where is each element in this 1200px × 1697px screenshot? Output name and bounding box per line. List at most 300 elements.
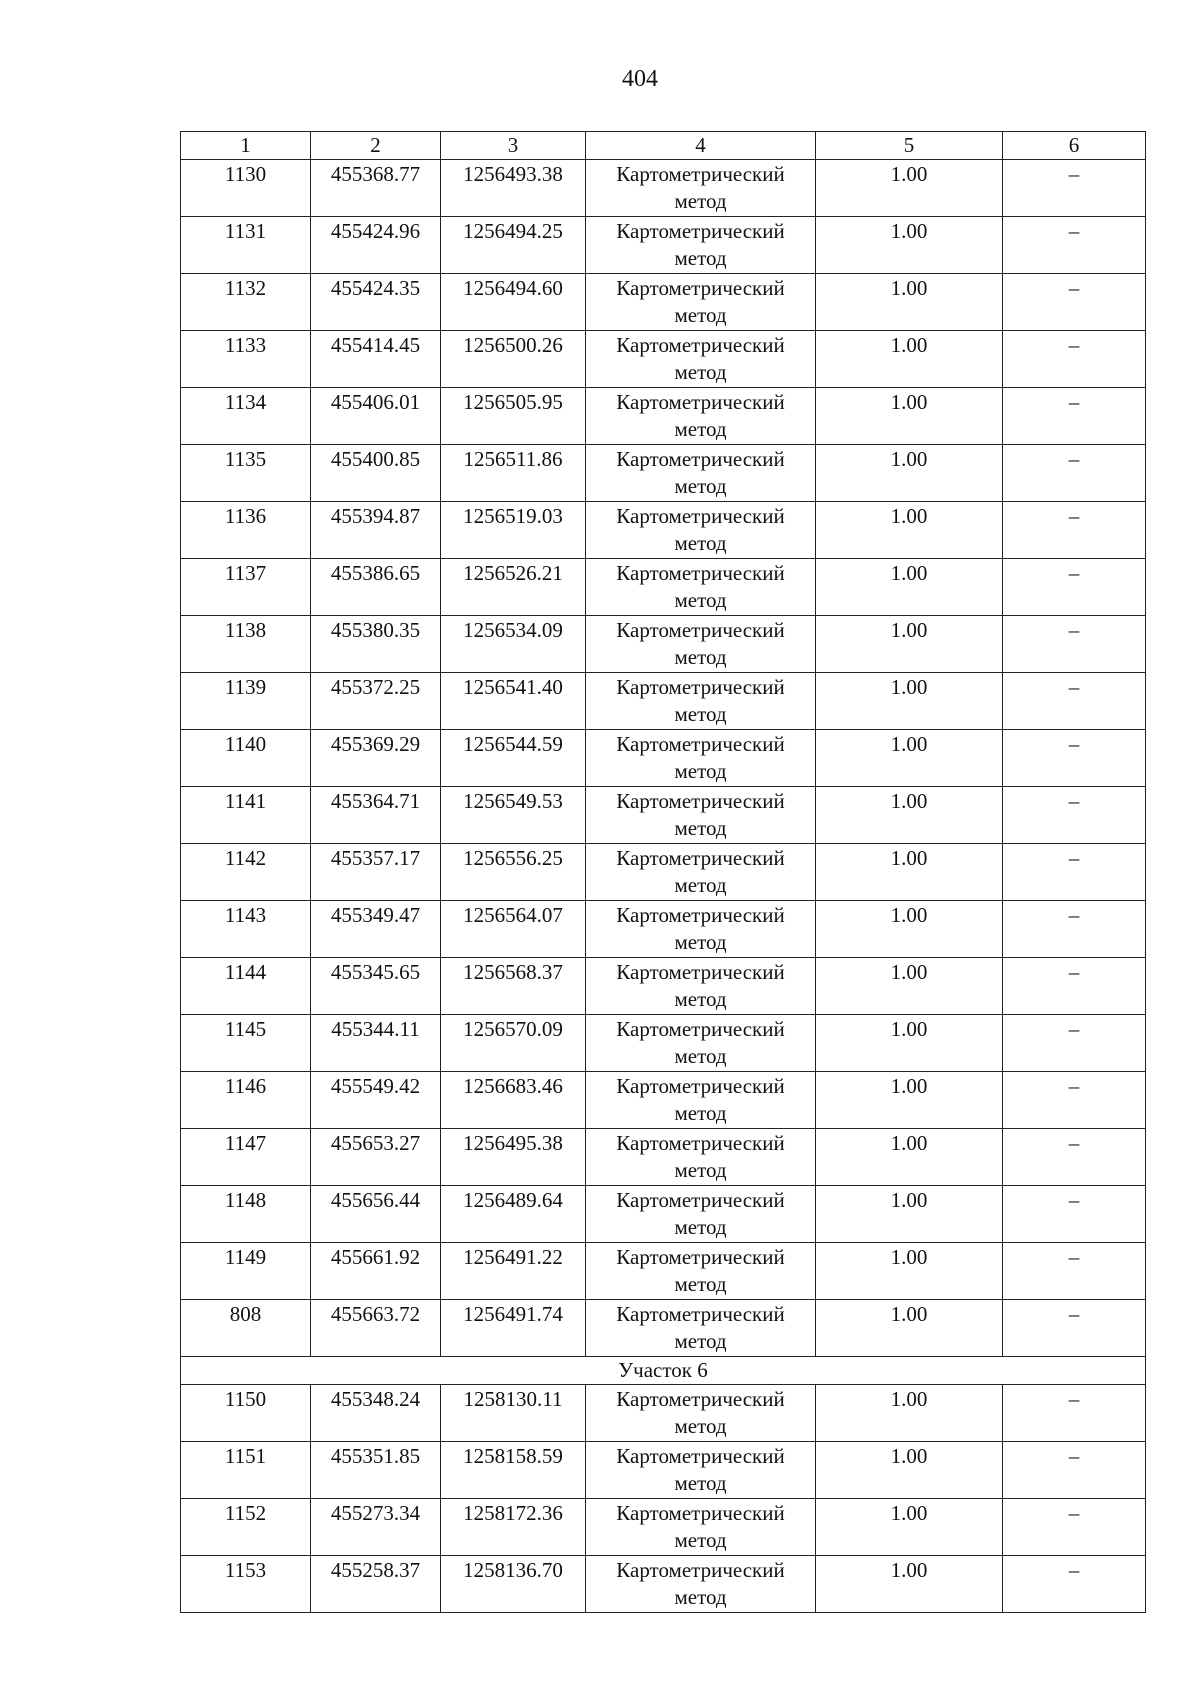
method-cell: [586, 1499, 816, 1556]
x-coordinate-cell-text: 455349.47: [330, 903, 421, 927]
accuracy-cell: [816, 730, 1003, 787]
method-cell: [586, 901, 816, 958]
point-number-cell: [181, 1556, 311, 1613]
method-cell: [586, 217, 816, 274]
table-row: [181, 331, 1146, 388]
table-row: [181, 502, 1146, 559]
x-coordinate-cell-text: 455661.92: [330, 1245, 421, 1269]
y-coordinate-cell-text: 1256511.86: [463, 447, 563, 471]
point-number-cell-text: 1150: [224, 1387, 267, 1411]
x-coordinate-cell: [311, 901, 441, 958]
x-coordinate-cell-text: 455424.35: [330, 276, 421, 300]
table-row: [181, 730, 1146, 787]
y-coordinate-cell: [441, 559, 586, 616]
y-coordinate-cell: [441, 160, 586, 217]
accuracy-cell-text: 1.00: [890, 1131, 928, 1155]
method-text-line-2: метод: [674, 531, 727, 555]
accuracy-cell-text: 1.00: [890, 219, 928, 243]
method-text-line-2: метод: [674, 1215, 727, 1239]
x-coordinate-cell: [311, 388, 441, 445]
table-row: [181, 1442, 1146, 1499]
y-coordinate-cell-text: 1258130.11: [463, 1387, 563, 1411]
accuracy-cell: [816, 274, 1003, 331]
x-coordinate-cell: [311, 502, 441, 559]
method-text-line-1: Картометрический: [616, 162, 785, 186]
table-row: [181, 1129, 1146, 1186]
accuracy-cell-text: 1.00: [890, 1501, 928, 1525]
accuracy-cell: [816, 1186, 1003, 1243]
x-coordinate-cell: [311, 787, 441, 844]
x-coordinate-cell-text: 455414.45: [330, 333, 421, 357]
point-number-cell-text: 1131: [224, 219, 267, 243]
point-number-cell: [181, 331, 311, 388]
table-row: [181, 1186, 1146, 1243]
point-number-cell-text: 1142: [224, 846, 267, 870]
x-coordinate-cell: [311, 445, 441, 502]
method-text-line-2: метод: [674, 474, 727, 498]
accuracy-cell: [816, 673, 1003, 730]
note-dash: –: [1068, 1444, 1080, 1468]
point-number-cell-text: 1145: [224, 1017, 267, 1041]
point-number-cell: [181, 445, 311, 502]
x-coordinate-cell: [311, 274, 441, 331]
note-cell: [1003, 787, 1146, 844]
method-cell: [586, 1385, 816, 1442]
x-coordinate-cell: [311, 1499, 441, 1556]
accuracy-cell-text: 1.00: [890, 846, 928, 870]
method-text-line-2: метод: [674, 1158, 727, 1182]
point-number-cell-text: 1132: [224, 276, 267, 300]
method-cell: [586, 388, 816, 445]
method-text-line-2: метод: [674, 1329, 727, 1353]
table-row: [181, 445, 1146, 502]
method-text-line-2: метод: [674, 816, 727, 840]
accuracy-cell: [816, 616, 1003, 673]
accuracy-cell: [816, 1556, 1003, 1613]
x-coordinate-cell: [311, 559, 441, 616]
accuracy-cell: [816, 1499, 1003, 1556]
point-number-cell-text: 1133: [224, 333, 267, 357]
y-coordinate-cell-text: 1256489.64: [463, 1188, 563, 1212]
y-coordinate-cell: [441, 616, 586, 673]
note-cell: [1003, 1385, 1146, 1442]
note-dash: –: [1068, 1558, 1080, 1582]
point-number-cell-text: 1143: [224, 903, 267, 927]
method-text-line-1: Картометрический: [616, 390, 785, 414]
point-number-cell-text: 1141: [224, 789, 267, 813]
note-cell: [1003, 274, 1146, 331]
note-cell: [1003, 1015, 1146, 1072]
note-cell: [1003, 1186, 1146, 1243]
table-header: [181, 132, 1146, 160]
section-header-row: [181, 1357, 1146, 1385]
x-coordinate-cell-text: 455656.44: [330, 1188, 421, 1212]
method-cell: [586, 1300, 816, 1357]
note-cell: [1003, 616, 1146, 673]
note-dash: –: [1068, 1074, 1080, 1098]
point-number-cell: [181, 616, 311, 673]
note-cell: [1003, 1300, 1146, 1357]
note-cell: [1003, 445, 1146, 502]
x-coordinate-cell-text: 455351.85: [330, 1444, 421, 1468]
method-cell: [586, 1072, 816, 1129]
table-row: [181, 616, 1146, 673]
y-coordinate-cell: [441, 1243, 586, 1300]
point-number-cell-text: 1135: [224, 447, 267, 471]
table-row: [181, 844, 1146, 901]
method-cell: [586, 445, 816, 502]
page-number: 404: [622, 66, 658, 92]
point-number-cell-text: 1136: [224, 504, 267, 528]
method-cell: [586, 844, 816, 901]
accuracy-cell: [816, 445, 1003, 502]
accuracy-cell: [816, 502, 1003, 559]
point-number-cell: [181, 1442, 311, 1499]
method-cell: [586, 1129, 816, 1186]
point-number-cell: [181, 1129, 311, 1186]
method-text-line-1: Картометрический: [616, 675, 785, 699]
accuracy-cell-text: 1.00: [890, 618, 928, 642]
method-text-line-1: Картометрический: [616, 1387, 785, 1411]
table-row: [181, 1015, 1146, 1072]
y-coordinate-cell: [441, 217, 586, 274]
note-cell: [1003, 331, 1146, 388]
x-coordinate-cell-text: 455348.24: [330, 1387, 421, 1411]
accuracy-cell: [816, 160, 1003, 217]
method-cell: [586, 1186, 816, 1243]
method-cell: [586, 559, 816, 616]
table-row: [181, 388, 1146, 445]
method-text-line-2: метод: [674, 360, 727, 384]
method-text-line-2: метод: [674, 588, 727, 612]
y-coordinate-cell-text: 1256549.53: [463, 789, 563, 813]
accuracy-cell: [816, 331, 1003, 388]
note-cell: [1003, 1072, 1146, 1129]
column-header-3: 3: [441, 132, 586, 160]
method-cell: [586, 1243, 816, 1300]
note-dash: –: [1068, 618, 1080, 642]
method-cell: [586, 502, 816, 559]
x-coordinate-cell: [311, 1129, 441, 1186]
accuracy-cell-text: 1.00: [890, 732, 928, 756]
method-text-line-1: Картометрический: [616, 846, 785, 870]
table-row: [181, 274, 1146, 331]
accuracy-cell-text: 1.00: [890, 1558, 928, 1582]
x-coordinate-cell-text: 455406.01: [330, 390, 421, 414]
point-number-cell: [181, 901, 311, 958]
note-dash: –: [1068, 1501, 1080, 1525]
accuracy-cell: [816, 559, 1003, 616]
accuracy-cell-text: 1.00: [890, 903, 928, 927]
y-coordinate-cell-text: 1256526.21: [463, 561, 563, 585]
y-coordinate-cell-text: 1258172.36: [463, 1501, 563, 1525]
accuracy-cell-text: 1.00: [890, 390, 928, 414]
note-cell: [1003, 901, 1146, 958]
y-coordinate-cell-text: 1256505.95: [463, 390, 563, 414]
y-coordinate-cell: [441, 274, 586, 331]
method-text-line-2: метод: [674, 1528, 727, 1552]
method-text-line-1: Картометрический: [616, 333, 785, 357]
note-dash: –: [1068, 1017, 1080, 1041]
accuracy-cell-text: 1.00: [890, 1017, 928, 1041]
method-text-line-2: метод: [674, 246, 727, 270]
point-number-cell: [181, 844, 311, 901]
note-cell: [1003, 1243, 1146, 1300]
y-coordinate-cell: [441, 730, 586, 787]
y-coordinate-cell-text: 1256568.37: [463, 960, 563, 984]
x-coordinate-cell: [311, 331, 441, 388]
method-cell: [586, 1556, 816, 1613]
accuracy-cell-text: 1.00: [890, 1188, 928, 1212]
y-coordinate-cell: [441, 1442, 586, 1499]
accuracy-cell: [816, 1243, 1003, 1300]
table-row: [181, 787, 1146, 844]
method-text-line-2: метод: [674, 1414, 727, 1438]
x-coordinate-cell: [311, 958, 441, 1015]
point-number-cell: [181, 274, 311, 331]
y-coordinate-cell-text: 1256494.25: [463, 219, 563, 243]
accuracy-cell-text: 1.00: [890, 675, 928, 699]
method-text-line-1: Картометрический: [616, 504, 785, 528]
y-coordinate-cell: [441, 331, 586, 388]
accuracy-cell-text: 1.00: [890, 333, 928, 357]
method-text-line-1: Картометрический: [616, 1558, 785, 1582]
x-coordinate-cell: [311, 673, 441, 730]
accuracy-cell-text: 1.00: [890, 1245, 928, 1269]
accuracy-cell: [816, 1015, 1003, 1072]
y-coordinate-cell-text: 1256556.25: [463, 846, 563, 870]
point-number-cell: [181, 217, 311, 274]
method-text-line-2: метод: [674, 303, 727, 327]
point-number-cell: [181, 1015, 311, 1072]
y-coordinate-cell-text: 1256493.38: [463, 162, 563, 186]
method-text-line-1: Картометрический: [616, 732, 785, 756]
accuracy-cell-text: 1.00: [890, 561, 928, 585]
table-row: [181, 673, 1146, 730]
x-coordinate-cell-text: 455400.85: [330, 447, 421, 471]
y-coordinate-cell-text: 1256495.38: [463, 1131, 563, 1155]
y-coordinate-cell-text: 1256544.59: [463, 732, 563, 756]
method-text-line-1: Картометрический: [616, 1302, 785, 1326]
note-dash: –: [1068, 789, 1080, 813]
method-text-line-2: метод: [674, 930, 727, 954]
point-number-cell: [181, 559, 311, 616]
x-coordinate-cell: [311, 844, 441, 901]
table-row: [181, 1072, 1146, 1129]
point-number-cell-text: 1144: [224, 960, 267, 984]
point-number-cell: [181, 787, 311, 844]
note-cell: [1003, 559, 1146, 616]
y-coordinate-cell: [441, 502, 586, 559]
note-dash: –: [1068, 333, 1080, 357]
table-row: [181, 217, 1146, 274]
point-number-cell: [181, 958, 311, 1015]
accuracy-cell-text: 1.00: [890, 162, 928, 186]
y-coordinate-cell: [441, 1499, 586, 1556]
y-coordinate-cell-text: 1258158.59: [463, 1444, 563, 1468]
method-text-line-1: Картометрический: [616, 618, 785, 642]
table-row: [181, 1243, 1146, 1300]
method-text-line-1: Картометрический: [616, 219, 785, 243]
method-text-line-1: Картометрический: [616, 789, 785, 813]
point-number-cell: [181, 160, 311, 217]
method-text-line-1: Картометрический: [616, 276, 785, 300]
method-text-line-1: Картометрический: [616, 1017, 785, 1041]
x-coordinate-cell-text: 455380.35: [330, 618, 421, 642]
point-number-cell-text: 1147: [224, 1131, 267, 1155]
accuracy-cell-text: 1.00: [890, 1074, 928, 1098]
accuracy-cell-text: 1.00: [890, 1387, 928, 1411]
x-coordinate-cell-text: 455663.72: [330, 1302, 421, 1326]
point-number-cell-text: 1152: [224, 1501, 267, 1525]
note-cell: [1003, 730, 1146, 787]
x-coordinate-cell: [311, 1385, 441, 1442]
y-coordinate-cell-text: 1256534.09: [463, 618, 563, 642]
x-coordinate-cell-text: 455424.96: [330, 219, 421, 243]
method-text-line-1: Картометрический: [616, 1131, 785, 1155]
y-coordinate-cell: [441, 1300, 586, 1357]
table-body: [181, 160, 1146, 1613]
method-cell: [586, 331, 816, 388]
section-label: Участок 6: [181, 1357, 1146, 1385]
note-cell: [1003, 502, 1146, 559]
accuracy-cell: [816, 1300, 1003, 1357]
point-number-cell: [181, 388, 311, 445]
x-coordinate-cell-text: 455369.29: [330, 732, 421, 756]
point-number-cell-text: 1146: [224, 1074, 267, 1098]
accuracy-cell: [816, 1072, 1003, 1129]
note-cell: [1003, 1556, 1146, 1613]
y-coordinate-cell: [441, 673, 586, 730]
accuracy-cell-text: 1.00: [890, 1302, 928, 1326]
y-coordinate-cell: [441, 844, 586, 901]
note-cell: [1003, 1129, 1146, 1186]
point-number-cell-text: 1134: [224, 390, 267, 414]
header-row: [181, 132, 1146, 160]
y-coordinate-cell: [441, 388, 586, 445]
method-text-line-2: метод: [674, 645, 727, 669]
point-number-cell-text: 808: [229, 1302, 262, 1326]
y-coordinate-cell: [441, 958, 586, 1015]
accuracy-cell-text: 1.00: [890, 504, 928, 528]
note-dash: –: [1068, 846, 1080, 870]
method-cell: [586, 1442, 816, 1499]
note-dash: –: [1068, 903, 1080, 927]
x-coordinate-cell: [311, 160, 441, 217]
y-coordinate-cell: [441, 1129, 586, 1186]
x-coordinate-cell-text: 455394.87: [330, 504, 421, 528]
point-number-cell: [181, 1186, 311, 1243]
method-text-line-2: метод: [674, 1044, 727, 1068]
x-coordinate-cell-text: 455344.11: [331, 1017, 420, 1041]
accuracy-cell: [816, 958, 1003, 1015]
method-cell: [586, 730, 816, 787]
method-cell: [586, 673, 816, 730]
y-coordinate-cell: [441, 1385, 586, 1442]
method-text-line-1: Картометрический: [616, 1501, 785, 1525]
method-cell: [586, 958, 816, 1015]
note-dash: –: [1068, 561, 1080, 585]
accuracy-cell-text: 1.00: [890, 447, 928, 471]
point-number-cell-text: 1138: [224, 618, 267, 642]
x-coordinate-cell: [311, 730, 441, 787]
x-coordinate-cell: [311, 1072, 441, 1129]
point-number-cell-text: 1139: [224, 675, 267, 699]
y-coordinate-cell-text: 1256541.40: [463, 675, 563, 699]
table-row: [181, 1385, 1146, 1442]
accuracy-cell: [816, 901, 1003, 958]
method-text-line-2: метод: [674, 759, 727, 783]
note-dash: –: [1068, 1131, 1080, 1155]
accuracy-cell-text: 1.00: [890, 276, 928, 300]
column-header-1: 1: [181, 132, 311, 160]
x-coordinate-cell: [311, 1442, 441, 1499]
note-cell: [1003, 844, 1146, 901]
method-cell: [586, 616, 816, 673]
table-row: [181, 901, 1146, 958]
point-number-cell-text: 1137: [224, 561, 267, 585]
x-coordinate-cell-text: 455258.37: [330, 1558, 421, 1582]
accuracy-cell: [816, 1129, 1003, 1186]
method-cell: [586, 274, 816, 331]
method-text-line-2: метод: [674, 702, 727, 726]
x-coordinate-cell-text: 455357.17: [330, 846, 421, 870]
note-dash: –: [1068, 675, 1080, 699]
x-coordinate-cell: [311, 217, 441, 274]
note-dash: –: [1068, 447, 1080, 471]
column-header-4: 4: [586, 132, 816, 160]
method-text-line-1: Картометрический: [616, 447, 785, 471]
accuracy-cell-text: 1.00: [890, 1444, 928, 1468]
accuracy-cell: [816, 388, 1003, 445]
y-coordinate-cell-text: 1256491.74: [463, 1302, 563, 1326]
column-header-2: 2: [311, 132, 441, 160]
accuracy-cell: [816, 217, 1003, 274]
note-cell: [1003, 1499, 1146, 1556]
table-row: [181, 1300, 1146, 1357]
note-dash: –: [1068, 276, 1080, 300]
note-dash: –: [1068, 1302, 1080, 1326]
method-cell: [586, 1015, 816, 1072]
method-text-line-1: Картометрический: [616, 1074, 785, 1098]
method-text-line-1: Картометрический: [616, 903, 785, 927]
note-dash: –: [1068, 960, 1080, 984]
x-coordinate-cell-text: 455549.42: [330, 1074, 421, 1098]
coordinates-table: [180, 131, 1146, 1613]
note-dash: –: [1068, 162, 1080, 186]
x-coordinate-cell: [311, 616, 441, 673]
method-text-line-2: метод: [674, 987, 727, 1011]
point-number-cell-text: 1153: [224, 1558, 267, 1582]
note-cell: [1003, 388, 1146, 445]
point-number-cell: [181, 1300, 311, 1357]
x-coordinate-cell: [311, 1243, 441, 1300]
y-coordinate-cell: [441, 1186, 586, 1243]
x-coordinate-cell: [311, 1300, 441, 1357]
method-text-line-1: Картометрический: [616, 1245, 785, 1269]
x-coordinate-cell: [311, 1556, 441, 1613]
x-coordinate-cell-text: 455273.34: [330, 1501, 421, 1525]
point-number-cell: [181, 730, 311, 787]
column-header-6: 6: [1003, 132, 1146, 160]
note-dash: –: [1068, 1188, 1080, 1212]
point-number-cell: [181, 1385, 311, 1442]
method-text-line-2: метод: [674, 1471, 727, 1495]
point-number-cell: [181, 1243, 311, 1300]
note-cell: [1003, 1442, 1146, 1499]
accuracy-cell: [816, 787, 1003, 844]
y-coordinate-cell: [441, 901, 586, 958]
